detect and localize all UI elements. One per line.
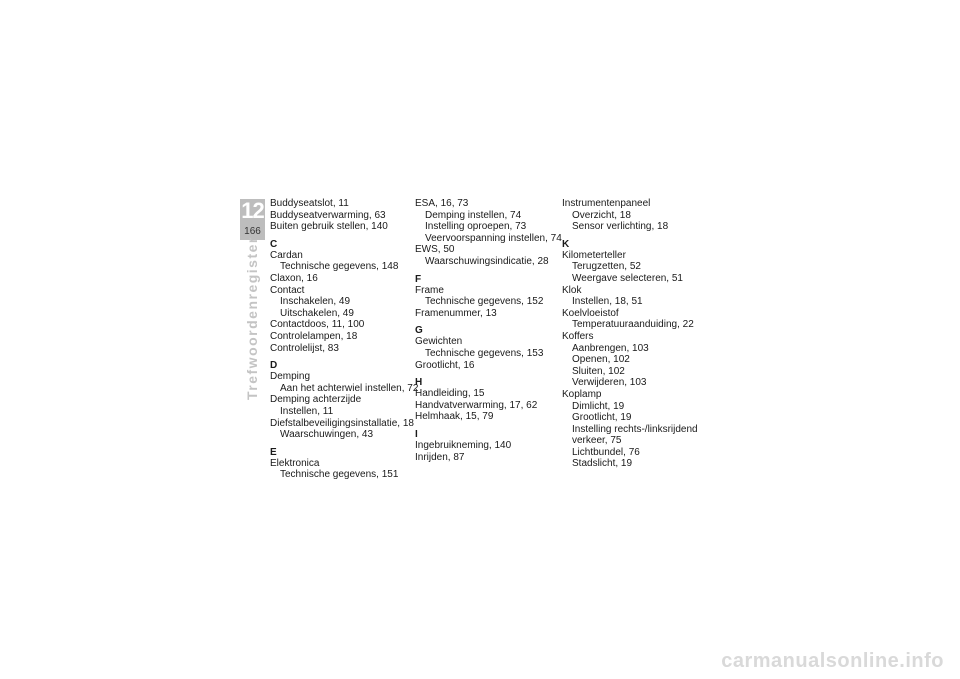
index-entry: Controlelijst, 83	[270, 342, 339, 354]
index-subentry: Overzicht, 18	[572, 209, 631, 221]
index-entry: Ingebruikneming, 140	[415, 439, 512, 451]
index-subentry: Sluiten, 102	[572, 365, 625, 377]
index-entry: Koplamp	[562, 388, 602, 400]
index-subentry: Technische gegevens, 148	[280, 261, 399, 273]
index-subentry: Instellen, 18, 51	[572, 296, 643, 308]
index-subentry: Instellen, 11	[280, 405, 334, 417]
index-column-2	[415, 198, 560, 463]
index-entry: Grootlicht, 16	[415, 359, 475, 371]
index-subentry: Instelling rechts-/linksrijdend	[572, 423, 698, 435]
chapter-tab	[240, 199, 265, 240]
index-entry: Kilometerteller	[562, 249, 626, 261]
index-subentry: Terugzetten, 52	[572, 261, 641, 273]
index-subentry: Veervoorspanning instellen, 74	[425, 232, 562, 244]
index-entry-group	[415, 411, 560, 423]
index-entry-group	[562, 250, 697, 285]
index-entry: Diefstalbeveiligingsinstallatie, 18	[270, 417, 414, 429]
index-subentry: Lichtbundel, 76	[572, 446, 640, 458]
index-subentry: Instelling oproepen, 73	[425, 221, 527, 233]
index-subentry: Technische gegevens, 153	[425, 347, 544, 359]
index-entry-group	[415, 308, 560, 320]
index-entry: Instrumentenpaneel	[562, 198, 651, 209]
index-subentry: Technische gegevens, 152	[425, 296, 544, 308]
index-entry: Demping achterzijde	[270, 394, 362, 406]
chapter-number: 12	[241, 198, 264, 223]
index-entry: Buddyseatslot, 11	[270, 198, 349, 209]
watermark: carmanualsonline.info	[721, 650, 944, 672]
index-subentry: Inschakelen, 49	[280, 296, 351, 308]
index-entry: Cardan	[270, 249, 303, 261]
index-entry: Gewichten	[415, 336, 463, 348]
index-subentry: Grootlicht, 19	[572, 412, 632, 424]
index-entry-group	[415, 452, 560, 464]
index-entry: Buiten gebruik stellen, 140	[270, 221, 388, 233]
index-entry-group	[270, 198, 410, 210]
index-entry-group	[562, 198, 697, 233]
index-entry-group	[415, 198, 560, 244]
index-subentry: Waarschuwingsindicatie, 28	[425, 255, 549, 267]
index-subentry: Waarschuwingen, 43	[280, 429, 374, 441]
index-entry-group	[415, 440, 560, 452]
index-letter-heading: D	[270, 360, 278, 372]
index-subentry: Stadslicht, 19	[572, 458, 633, 470]
index-entry-group	[270, 417, 414, 441]
index-entry: Klok	[562, 284, 582, 296]
index-subentry: Technische gegevens, 151	[280, 469, 399, 481]
index-entry-group	[415, 360, 560, 372]
index-column-3	[562, 198, 697, 470]
index-entry: Framenummer, 13	[415, 307, 497, 319]
index-letter-heading: G	[415, 325, 423, 337]
index-letter-heading: K	[562, 238, 570, 250]
index-entry-group	[270, 319, 410, 331]
index-entry-group	[562, 308, 697, 331]
index-entry-group	[270, 371, 419, 394]
index-letter-heading: F	[415, 273, 422, 285]
index-subentry: Dimlicht, 19	[572, 400, 625, 412]
index-subentry: Temperatuuraanduiding, 22	[572, 319, 694, 331]
index-entry: Handvatverwarming, 17, 62	[415, 399, 538, 411]
index-letter-heading: E	[270, 446, 277, 458]
index-subentry: Verwijderen, 103	[572, 377, 647, 389]
index-entry-group	[270, 285, 410, 320]
index-entry-group	[415, 336, 560, 359]
index-entry: Contactdoos, 11, 100	[270, 319, 365, 331]
index-entry-group	[270, 343, 410, 355]
index-letter-heading: C	[270, 238, 278, 250]
index-entry: Controlelampen, 18	[270, 330, 358, 342]
index-subentry: Weergave selecteren, 51	[572, 272, 683, 284]
index-subentry: Demping instellen, 74	[425, 209, 522, 221]
index-entry-group	[270, 273, 410, 285]
index-entry: Contact	[270, 284, 305, 296]
index-entry-group	[270, 221, 410, 233]
index-subentry: Aanbrengen, 103	[572, 342, 649, 354]
index-entry-group	[562, 331, 697, 389]
index-entry: ESA, 16, 73	[415, 198, 469, 209]
index-entry-group	[562, 285, 697, 308]
index-entry-group	[270, 394, 410, 417]
index-entry-group	[415, 400, 560, 412]
index-entry: Claxon, 16	[270, 272, 318, 284]
index-entry-group	[270, 458, 410, 481]
index-letter-heading: H	[415, 377, 423, 389]
index-letter-heading: I	[415, 428, 418, 440]
index-entry: Demping	[270, 371, 311, 383]
index-subentry: Openen, 102	[572, 354, 630, 366]
index-entry: Helmhaak, 15, 79	[415, 411, 494, 423]
index-column-1	[270, 198, 419, 481]
index-entry: Inrijden, 87	[415, 451, 465, 463]
page-number: 166	[244, 226, 261, 237]
index-subentry: Sensor verlichting, 18	[572, 221, 669, 233]
chapter-title: Trefwoordenregister	[244, 236, 260, 400]
index-subentry: Aan het achterwiel instellen, 72	[280, 382, 419, 394]
index-entry-group	[270, 331, 410, 343]
index-entry-group	[270, 250, 410, 273]
index-entry-group	[415, 285, 560, 308]
index-entry: EWS, 50	[415, 244, 455, 256]
index-entry: Handleiding, 15	[415, 388, 485, 400]
index-entry-group	[270, 210, 410, 222]
index-subentry: verkeer, 75	[572, 435, 622, 447]
index-entry: Elektronica	[270, 457, 320, 469]
index-entry-group	[415, 388, 560, 400]
index-entry-group	[562, 389, 697, 470]
index-entry: Koelvloeistof	[562, 307, 619, 319]
index-entry: Koffers	[562, 330, 594, 342]
index-subentry: Uitschakelen, 49	[280, 307, 354, 319]
index-entry-group	[415, 244, 560, 267]
index-entry: Buddyseatverwarming, 63	[270, 209, 386, 221]
index-entry: Frame	[415, 284, 444, 296]
